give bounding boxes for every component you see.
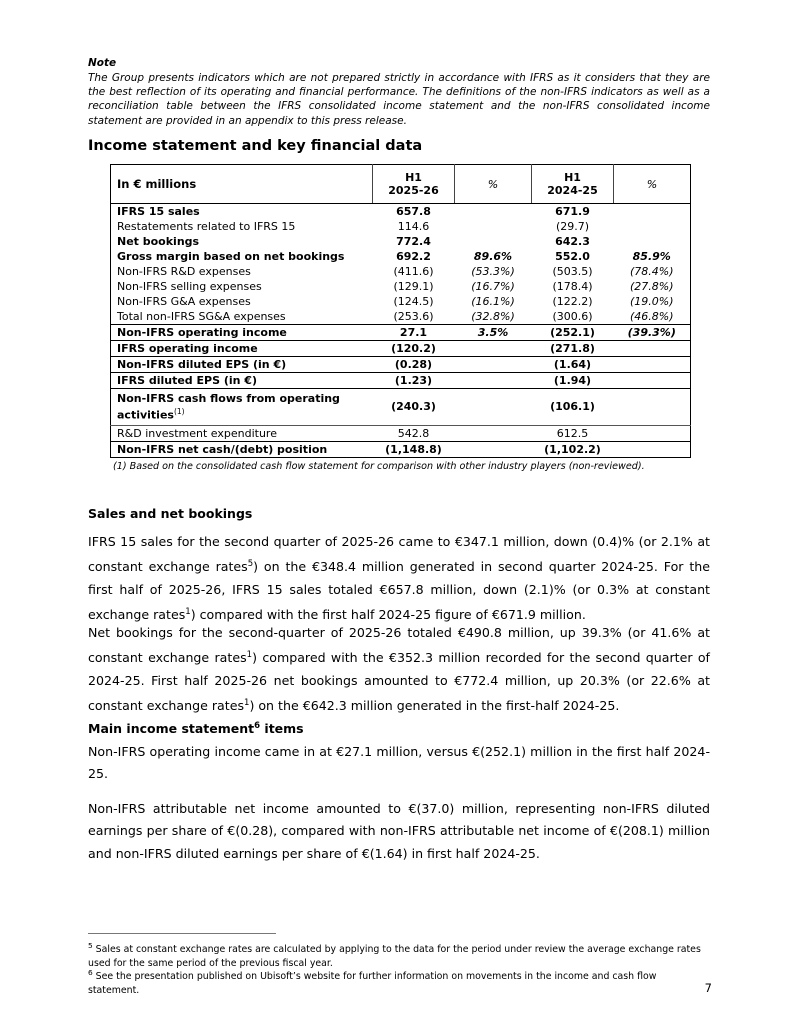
row-label-footnote-marker: (1) [173, 407, 185, 416]
table-row [111, 219, 691, 234]
header-line-2: 2024-25 [547, 184, 598, 197]
cell-h1-2025-26: (1.23) [373, 373, 455, 389]
table-row [111, 204, 691, 220]
cell-pct-2024-25: (19.0%) [629, 295, 674, 308]
cell-h1-2024-25: (29.7) [555, 220, 590, 233]
cell-h1-2025-26: (129.1) [393, 280, 434, 293]
row-label: Net bookings [117, 235, 200, 248]
cell-pct-2024-25: (78.4%) [629, 265, 674, 278]
cell-pct-2024-25 [614, 341, 691, 357]
cell-pct-2024-25: (46.8%) [629, 310, 674, 323]
cell-pct-2024-25 [614, 425, 691, 441]
footnote-6 [88, 966, 702, 997]
cell-pct-2025-26: (32.8%) [471, 310, 515, 323]
cell-h1-2024-25: (271.8) [532, 341, 614, 357]
cell-h1-2024-25: 612.5 [532, 425, 614, 441]
heading-main-suffix: items [260, 721, 304, 737]
cell-pct-2024-25 [614, 204, 691, 220]
row-label: Non-IFRS cash flows from operating activities$^{(1)}$ [111, 389, 373, 426]
heading-footnote-marker-6: 6 [254, 721, 261, 731]
row-label: Gross margin based on net bookings [117, 250, 345, 263]
cell-h1-2025-26: (240.3) [373, 389, 455, 426]
row-label: Non-IFRS R&D expenses [117, 265, 251, 278]
header-line-2: 2025-26 [388, 184, 439, 197]
cell-h1-2025-26: 27.1 [373, 325, 455, 341]
cell-pct-2024-25: (39.3%) [614, 325, 691, 341]
cell-h1-2024-25: (122.2) [552, 295, 593, 308]
cell-pct-2025-26 [455, 357, 532, 373]
cell-pct-2025-26: (53.3%) [471, 265, 515, 278]
cell-h1-2025-26: 692.2 [396, 250, 431, 263]
row-label: IFRS 15 sales [117, 205, 200, 218]
row-label: Non-IFRS diluted EPS (in €) [111, 357, 373, 373]
cell-pct-2025-26 [455, 389, 532, 426]
p2-part-c: ) on the €642.3 million generated in the first-half 2024-25. [249, 698, 620, 714]
table-row [111, 325, 691, 341]
heading-income-statement: Income statement and key financial data [88, 138, 423, 154]
row-label: Total non-IFRS SG&A expenses [117, 310, 286, 323]
cell-h1-2024-25: 642.3 [555, 235, 590, 248]
footnote-6-text: See the presentation published on Ubisoft’s website for further information on movements in the income and cash flow statement. [88, 971, 657, 996]
cell-h1-2025-26: (124.5) [393, 295, 434, 308]
cell-h1-2024-25: (252.1) [532, 325, 614, 341]
cell-h1-2025-26: (253.6) [393, 310, 434, 323]
table-header-h1-2025-26 [373, 165, 455, 204]
cell-h1-2024-25: (300.6) [552, 310, 593, 323]
cell-pct-2025-26 [455, 204, 532, 220]
cell-h1-2024-25: (1.64) [532, 357, 614, 373]
cell-h1-2024-25: 671.9 [555, 205, 590, 218]
table-row [111, 441, 691, 457]
cell-pct-2024-25 [614, 234, 691, 249]
cell-h1-2024-25: 552.0 [555, 250, 590, 263]
cell-h1-2024-25: (178.4) [552, 280, 593, 293]
footnote-5-marker: 5 [88, 941, 93, 950]
financial-table-wrapper [110, 164, 690, 458]
table-header-pct-1: % [455, 165, 532, 204]
cell-pct-2024-25 [614, 373, 691, 389]
cell-h1-2024-25: (1.94) [532, 373, 614, 389]
cell-pct-2025-26: (16.7%) [471, 280, 515, 293]
cell-h1-2025-26: 114.6 [397, 220, 430, 233]
row-label: R&D investment expenditure [111, 425, 373, 441]
cell-pct-2025-26: (16.1%) [471, 295, 515, 308]
p1-part-b: ) on the €348.4 million generated in second quarter 2024-25. For the first half of 2025-26, IFRS 15 sales totaled €657.8 million, down (2.1)% (or 0.3% at constant exchange rates [88, 559, 710, 623]
table-row [111, 425, 691, 441]
table-footnote: (1) Based on the consolidated cash flow statement for comparison with other industry players (non-reviewed). [113, 461, 645, 472]
table-row [111, 373, 691, 389]
table-row [111, 234, 691, 249]
cell-pct-2025-26 [455, 219, 532, 234]
row-label: IFRS diluted EPS (in €) [111, 373, 373, 389]
cell-pct-2024-25 [614, 219, 691, 234]
p2-footnote-marker-1a: 1 [246, 650, 253, 661]
p1-footnote-marker-1: 1 [185, 607, 191, 618]
footnote-6-marker: 6 [88, 968, 93, 977]
header-line-1: H1 [564, 171, 581, 184]
note-title: Note [88, 57, 117, 69]
footnote-separator-rule [88, 933, 276, 934]
row-label: Non-IFRS net cash/(debt) position [111, 441, 373, 457]
table-header-h1-2024-25 [532, 165, 614, 204]
row-label: IFRS operating income [111, 341, 373, 357]
table-header-pct-2: % [614, 165, 691, 204]
cell-h1-2025-26: 542.8 [373, 425, 455, 441]
table-row [111, 357, 691, 373]
cell-pct-2024-25: (27.8%) [629, 280, 674, 293]
table-header-row [111, 165, 691, 204]
cell-pct-2025-26: 89.6% [473, 250, 513, 263]
cell-pct-2025-26: 3.5% [455, 325, 532, 341]
heading-sales-net-bookings: Sales and net bookings [88, 506, 253, 521]
row-label: Non-IFRS selling expenses [117, 280, 262, 293]
cell-pct-2025-26 [455, 425, 532, 441]
paragraph-net-bookings [88, 622, 710, 718]
p2-part-a: Net bookings for the second-quarter of 2025-26 totaled €490.8 million, up 39.3% (or 41.6% at constant exchange rates [88, 625, 710, 666]
table-row [111, 389, 691, 426]
p1-part-a: IFRS 15 sales for the second quarter of 2025-26 came to €347.1 million, down (0.4)% (or 2.1% at constant exchange rates [88, 534, 710, 575]
paragraph-sales [88, 531, 710, 627]
footnote-5-text: Sales at constant exchange rates are calculated by applying to the data for the period under review the average exchange rates used for the same period of the previous fiscal year. [88, 944, 701, 969]
cell-pct-2024-25: 85.9% [632, 250, 671, 263]
cell-pct-2024-25 [614, 357, 691, 373]
cell-h1-2025-26: (120.2) [373, 341, 455, 357]
heading-main-text: Main income statement [88, 721, 255, 737]
cell-pct-2025-26 [455, 373, 532, 389]
p2-part-b: ) compared with the €352.3 million recorded for the second quarter of 2024-25. First half 2025-26 net bookings amounted to €772.4 million, up 20.3% (or 22.6% at constant exchange rates [88, 650, 710, 714]
p2-footnote-marker-1b: 1 [244, 698, 250, 709]
cell-pct-2025-26 [455, 341, 532, 357]
paragraph-attributable-net-income: Non-IFRS attributable net income amounted to €(37.0) million, representing non-IFRS diluted earnings per share of €(0.28), compared with non-IFRS attributable net income of €(208.1) million and non-IFRS diluted earnings per share of €(1.64) in first half 2024-25. [88, 801, 710, 861]
cell-h1-2025-26: (1,148.8) [373, 441, 455, 457]
cell-pct-2024-25 [614, 389, 691, 426]
cell-h1-2024-25: (503.5) [552, 265, 593, 278]
table-row [111, 341, 691, 357]
page-number: 7 [704, 981, 712, 995]
cell-h1-2025-26: (411.6) [393, 265, 434, 278]
heading-main-income-statement [88, 718, 304, 737]
table-row [111, 279, 691, 294]
cell-h1-2024-25: (106.1) [532, 389, 614, 426]
paragraph-operating-income: Non-IFRS operating income came in at €27.1 million, versus €(252.1) million in the first half 2024-25. [88, 744, 710, 782]
p1-footnote-marker-5: 5 [247, 559, 254, 570]
note-block [88, 56, 710, 128]
table-row [111, 249, 691, 264]
cell-pct-2025-26 [455, 441, 532, 457]
note-body: The Group presents indicators which are not prepared strictly in accordance with IFRS as it considers that they are the best reflection of its operating and financial performance. The definitions of the non-IFRS indicators as well as a reconciliation table between the IFRS consolidated income statement and the non-IFRS consolidated income statement are provided in an appendix to this press release. [88, 72, 710, 127]
header-line-1: H1 [405, 171, 422, 184]
cell-pct-2025-26 [455, 234, 532, 249]
row-label: Non-IFRS operating income [111, 325, 373, 341]
cell-h1-2025-26: 657.8 [396, 205, 431, 218]
table-row [111, 264, 691, 279]
table-row [111, 294, 691, 309]
cell-h1-2025-26: (0.28) [373, 357, 455, 373]
table-header-label: In € millions [111, 165, 373, 204]
cell-h1-2024-25: (1,102.2) [532, 441, 614, 457]
table-row [111, 309, 691, 325]
row-label: Restatements related to IFRS 15 [117, 220, 296, 233]
income-statement-table [110, 164, 691, 458]
p1-part-c: ) compared with the first half 2024-25 figure of €671.9 million. [190, 607, 586, 623]
cell-pct-2024-25 [614, 441, 691, 457]
table-body [111, 204, 691, 458]
cell-h1-2025-26: 772.4 [396, 235, 431, 248]
row-label: Non-IFRS G&A expenses [117, 295, 251, 308]
